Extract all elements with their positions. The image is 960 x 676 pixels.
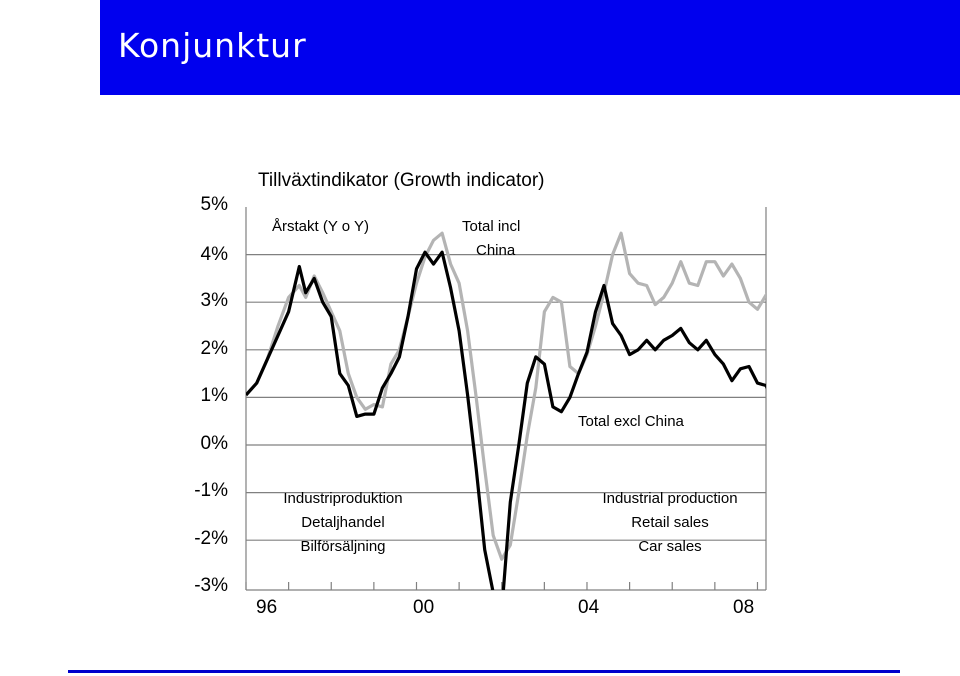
footer-divider [68,670,900,673]
component-sv-3: Bilförsäljning [300,538,386,555]
excl-china-label: Total excl China [578,413,684,430]
component-sv-2: Detaljhandel [301,514,385,531]
component-en-2: Retail sales [631,514,709,531]
y-tick-label: -2% [194,528,228,549]
x-tick-label: 96 [256,597,278,618]
component-sv-1: Industriproduktion [283,490,403,507]
y-tick-label: 1% [200,385,228,406]
incl-china-label-line2: China [476,242,516,259]
component-en-1: Industrial production [602,490,738,507]
y-tick-label: 0% [200,433,228,454]
y-axis-note: Årstakt (Y o Y) [272,218,369,235]
chart-title: Tillväxtindikator (Growth indicator) [258,170,545,191]
y-tick-label: 2% [200,338,228,359]
y-tick-label: -3% [194,575,228,596]
x-tick-label: 04 [578,597,600,618]
x-tick-label: 00 [413,597,435,618]
x-tick-label: 08 [733,597,755,618]
incl-china-label-line1: Total incl [462,218,521,235]
y-tick-label: 4% [200,244,228,265]
y-tick-label: 5% [200,194,228,215]
component-en-3: Car sales [638,538,702,555]
y-tick-label: -1% [194,480,228,501]
series-line-total-incl-china [246,233,800,559]
page-title: Konjunktur [118,26,307,65]
y-tick-label: 3% [200,290,228,311]
